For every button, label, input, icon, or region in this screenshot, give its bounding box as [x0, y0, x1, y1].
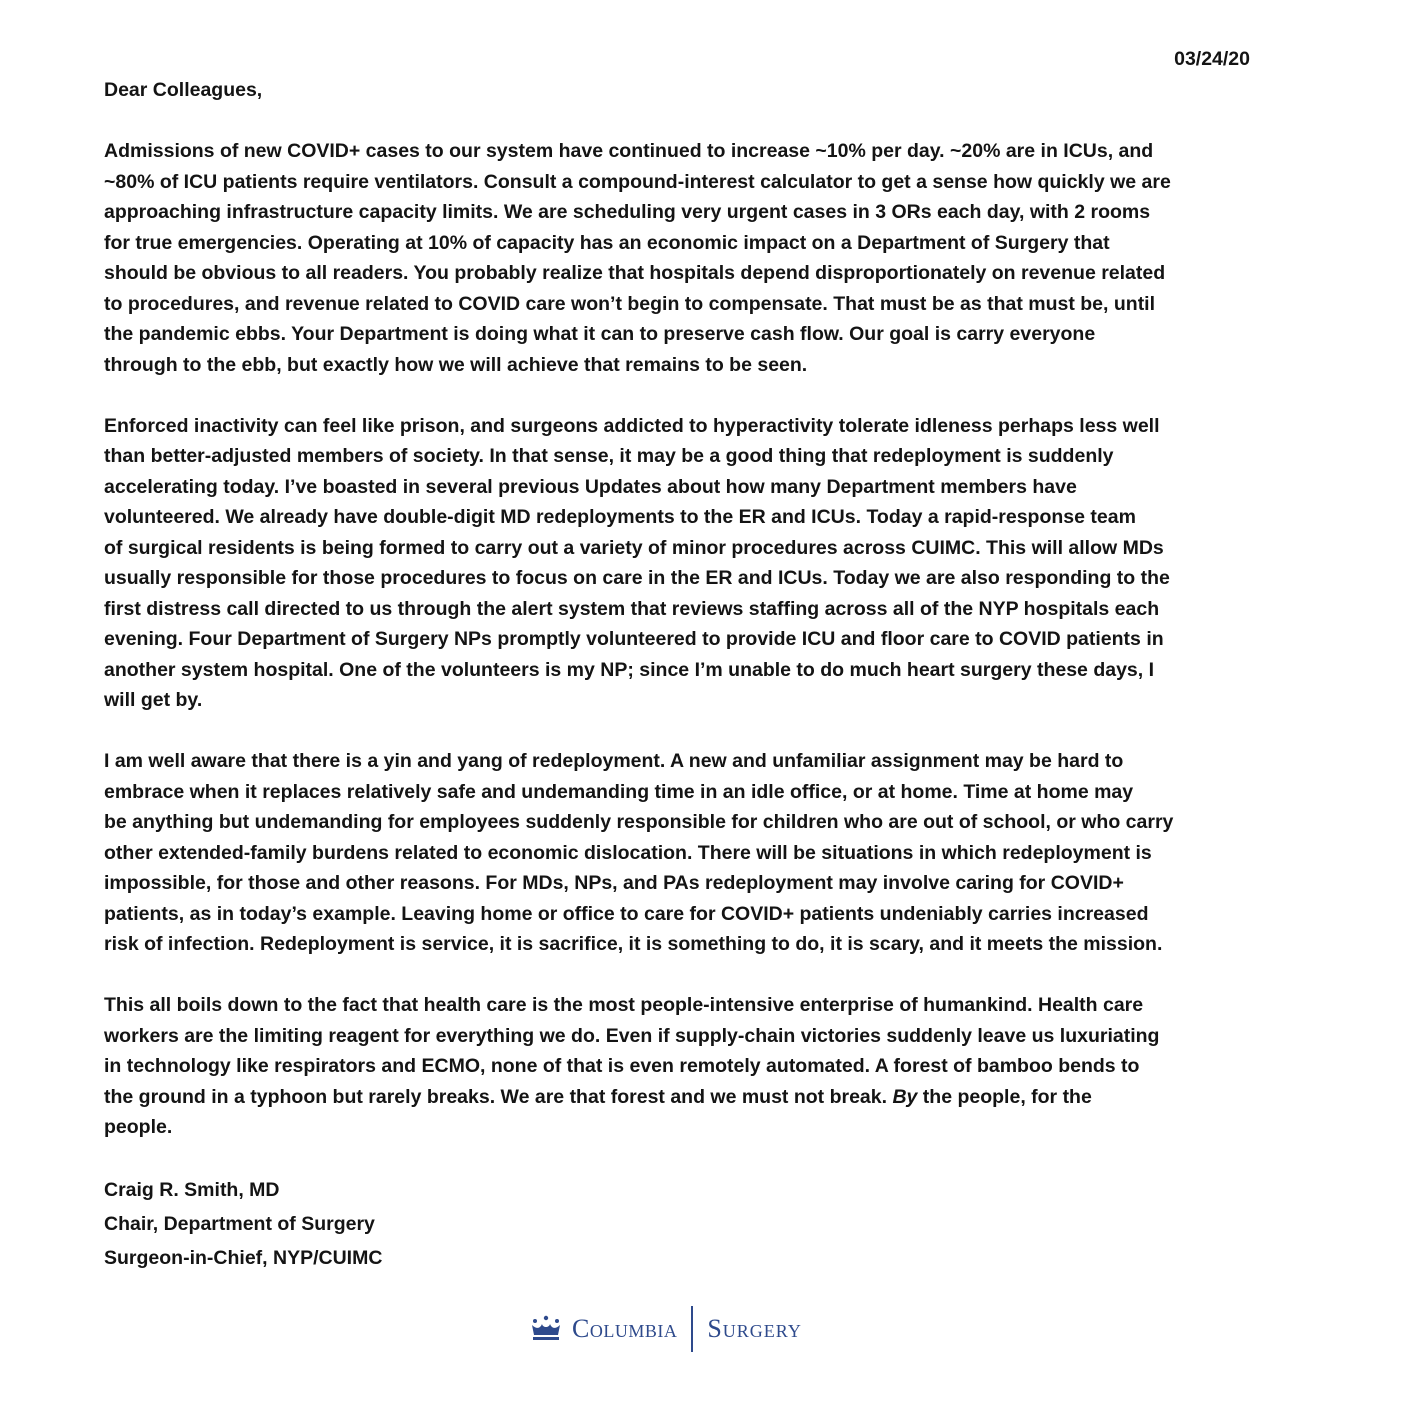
text-line: will get by. [104, 689, 203, 711]
text-segment: the ground in a typhoon but rarely breaks. We are that forest and we must not break. [104, 1085, 888, 1108]
text-line: other extended-family burdens related to economic dislocation. There will be situations in which redeployment is [104, 841, 1152, 864]
text-line: approaching infrastructure capacity limits. We are scheduling very urgent cases in 3 ORs each day, with 2 rooms [104, 201, 1151, 223]
text-line: should be obvious to all readers. You probably realize that hospitals depend disproportionately on revenue related [104, 262, 1166, 284]
text-line: people. [104, 1116, 173, 1138]
logo-department: Surgery [707, 1314, 802, 1343]
text-line: Enforced inactivity can feel like prison, and surgeons addicted to hyperactivity tolerate idleness perhaps less well [104, 414, 1160, 437]
paragraph-2 [104, 411, 1309, 716]
text-segment: the people, for the [917, 1085, 1092, 1108]
signature-name: Craig R. Smith, MD [104, 1179, 280, 1201]
logo-name: Columbia [572, 1314, 678, 1343]
letter-date: 03/24/20 [1174, 48, 1250, 70]
signature-block [104, 1173, 1309, 1275]
text-line: ~80% of ICU patients require ventilators. Consult a compound-interest calculator to get a sense how quickly we are [104, 170, 1171, 193]
text-line [104, 1082, 1309, 1113]
italic-emphasis: By [892, 1085, 918, 1108]
text-line: in technology like respirators and ECMO, none of that is even remotely automated. A forest of bamboo bends to [104, 1055, 1140, 1077]
letter-body [104, 75, 1309, 1275]
paragraph-4 [104, 990, 1309, 1143]
text-line: evening. Four Department of Surgery NPs promptly volunteered to provide ICU and floor care to COVID patients in [104, 628, 1164, 650]
signature-title: Surgeon-in-Chief, NYP/CUIMC [104, 1247, 383, 1269]
paragraph-1 [104, 136, 1309, 380]
text-line: another system hospital. One of the volunteers is my NP; since I’m unable to do much heart surgery these days, I [104, 658, 1155, 681]
crown-icon [528, 1315, 564, 1343]
text-line: volunteered. We already have double-digit MD redeployments to the ER and ICUs. Today a rapid-response team [104, 506, 1136, 528]
text-line: embrace when it replaces relatively safe and undemanding time in an idle office, or at home. Time at home may [104, 780, 1134, 803]
text-line: through to the ebb, but exactly how we will achieve that remains to be seen. [104, 353, 808, 376]
columbia-surgery-logo [528, 1305, 802, 1353]
text-line: patients, as in today’s example. Leaving home or office to care for COVID+ patients undeniably carries increased [104, 902, 1149, 925]
text-line: impossible, for those and other reasons. For MDs, NPs, and PAs redeployment may involve caring for COVID+ [104, 872, 1124, 894]
salutation: Dear Colleagues, [104, 79, 263, 101]
paragraph-3 [104, 746, 1309, 960]
logo-divider [691, 1306, 693, 1352]
signature-title: Chair, Department of Surgery [104, 1213, 375, 1235]
text-line: to procedures, and revenue related to COVID care won’t begin to compensate. That must be as that must be, until [104, 292, 1156, 315]
text-line: the pandemic ebbs. Your Department is doing what it can to preserve cash flow. Our goal is carry everyone [104, 323, 1096, 345]
text-line: I am well aware that there is a yin and yang of redeployment. A new and unfamiliar assignment may be hard to [104, 750, 1124, 772]
text-line: first distress call directed to us through the alert system that reviews staffing across all of the NYP hospitals each [104, 597, 1160, 620]
text-line: than better-adjusted members of society. In that sense, it may be a good thing that redeployment is suddenly [104, 445, 1114, 467]
text-line: usually responsible for those procedures to focus on care in the ER and ICUs. Today we are also responding to the [104, 567, 1170, 589]
text-line: accelerating today. I’ve boasted in several previous Updates about how many Department members have [104, 475, 1077, 498]
text-line: be anything but undemanding for employees suddenly responsible for children who are out of school, or who carry [104, 811, 1174, 833]
text-line: of surgical residents is being formed to carry out a variety of minor procedures across CUIMC. This will allow MDs [104, 536, 1164, 559]
text-line: Admissions of new COVID+ cases to our system have continued to increase ~10% per day. ~20% are in ICUs, and [104, 140, 1154, 162]
text-line: for true emergencies. Operating at 10% of capacity has an economic impact on a Department of Surgery that [104, 231, 1110, 254]
text-line: risk of infection. Redeployment is service, it is sacrifice, it is something to do, it is scary, and it meets the mission. [104, 933, 1163, 955]
text-line: This all boils down to the fact that health care is the most people-intensive enterprise of humankind. Health care [104, 994, 1144, 1016]
text-line: workers are the limiting reagent for everything we do. Even if supply-chain victories suddenly leave us luxuriating [104, 1024, 1160, 1047]
